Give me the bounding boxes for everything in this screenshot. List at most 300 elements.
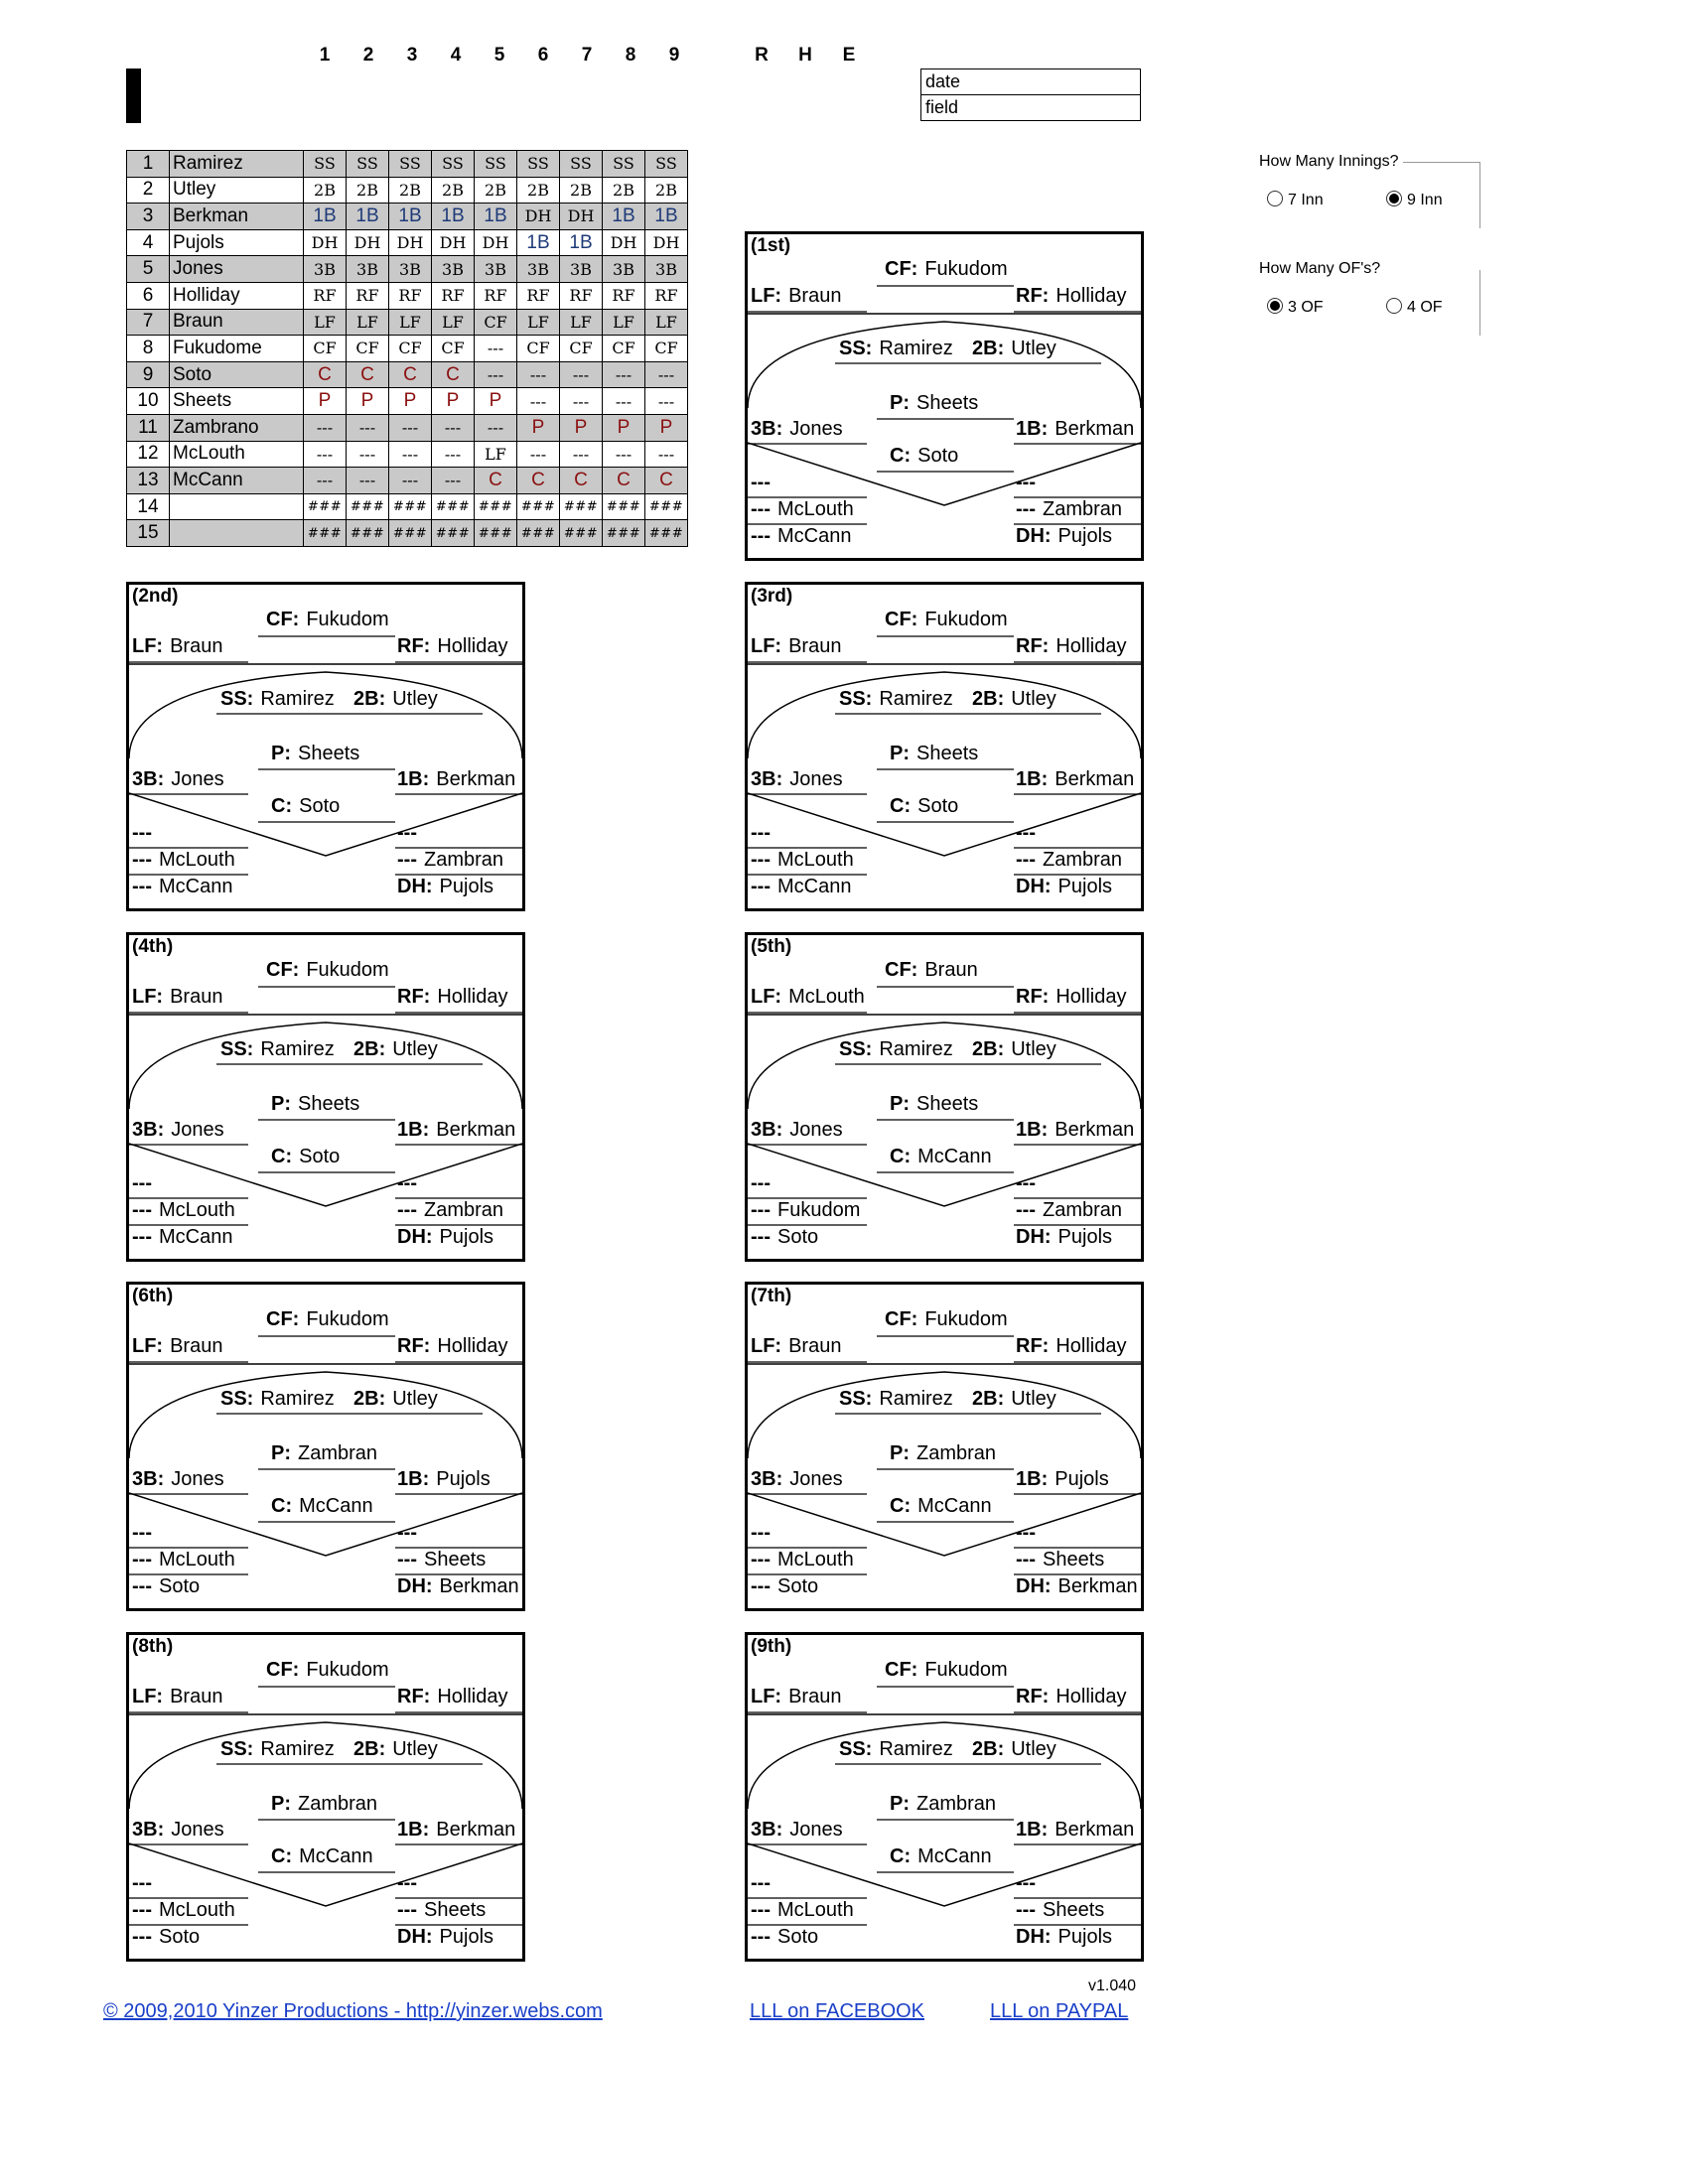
position-cell[interactable]: 3B xyxy=(517,256,560,283)
slot-ss[interactable] xyxy=(839,1038,953,1061)
slot-bench-empty-left[interactable] xyxy=(751,472,777,494)
position-cell[interactable]: SS xyxy=(603,151,645,178)
slot-c[interactable] xyxy=(271,1845,373,1868)
position-label: --- xyxy=(132,1226,152,1248)
slot-p[interactable] xyxy=(890,1093,978,1116)
position-cell[interactable]: 2B xyxy=(432,177,475,204)
player-name[interactable]: Berkman xyxy=(170,204,304,230)
slot-cf[interactable] xyxy=(266,959,389,982)
slot-3b[interactable] xyxy=(751,1468,843,1491)
slot-bench-left-1[interactable] xyxy=(132,1899,235,1922)
slot-cf[interactable] xyxy=(266,609,389,631)
slot-p[interactable] xyxy=(890,1442,996,1465)
position-cell[interactable]: DH xyxy=(645,229,688,256)
position-cell[interactable]: 1B xyxy=(560,229,603,256)
position-cell[interactable]: LF xyxy=(603,309,645,336)
position-cell[interactable]: P xyxy=(560,414,603,441)
slot-bench-left-2[interactable] xyxy=(132,1575,200,1598)
slot-3b[interactable] xyxy=(132,1468,224,1491)
slot-bench-left-1[interactable] xyxy=(751,849,854,872)
slot-lf[interactable] xyxy=(132,635,222,658)
slot-rf[interactable] xyxy=(1016,635,1126,658)
slot-c[interactable] xyxy=(890,1495,992,1518)
slot-bench-right-1[interactable] xyxy=(1016,498,1122,521)
position-cell[interactable]: 3B xyxy=(645,256,688,283)
slot-3b[interactable] xyxy=(132,1819,224,1842)
slot-bench-empty-right[interactable] xyxy=(1016,1872,1043,1895)
position-cell[interactable]: 3B xyxy=(304,256,347,283)
position-cell[interactable]: ### xyxy=(389,520,432,547)
slot-ss[interactable] xyxy=(839,688,953,711)
slot-bench-left-1[interactable] xyxy=(751,1549,854,1571)
slot-1b[interactable] xyxy=(1016,418,1134,441)
slot-3b[interactable] xyxy=(132,1119,224,1142)
position-cell[interactable]: --- xyxy=(475,414,517,441)
position-cell[interactable]: P xyxy=(603,414,645,441)
slot-bench-left-2[interactable] xyxy=(132,1226,232,1249)
slot-1b[interactable] xyxy=(397,1819,515,1842)
position-cell[interactable]: LF xyxy=(389,309,432,336)
slot-bench-empty-right[interactable] xyxy=(1016,822,1043,845)
slot-3b[interactable] xyxy=(751,418,843,441)
slot-2b[interactable] xyxy=(972,1738,1056,1761)
position-cell[interactable]: C xyxy=(603,468,645,494)
slot-rf[interactable] xyxy=(397,1686,507,1708)
position-cell[interactable]: --- xyxy=(432,441,475,468)
slot-c[interactable] xyxy=(890,795,958,818)
player-name[interactable]: Ramirez xyxy=(170,151,304,178)
slot-bench-left-2[interactable] xyxy=(751,525,851,548)
slot-p[interactable] xyxy=(890,392,978,415)
position-cell[interactable]: P xyxy=(475,388,517,415)
slot-cf[interactable] xyxy=(266,1308,389,1331)
position-cell[interactable]: CF xyxy=(389,336,432,362)
position-cell[interactable]: --- xyxy=(304,414,347,441)
position-cell[interactable]: ### xyxy=(560,493,603,520)
slot-bench-right-1[interactable] xyxy=(1016,1199,1122,1222)
position-cell[interactable]: ### xyxy=(603,493,645,520)
position-cell[interactable]: ### xyxy=(347,493,389,520)
position-cell[interactable]: C xyxy=(645,468,688,494)
slot-rf[interactable] xyxy=(1016,285,1126,308)
slot-bench-right-1[interactable] xyxy=(1016,849,1122,872)
position-cell[interactable]: RF xyxy=(560,282,603,309)
position-cell[interactable]: --- xyxy=(517,441,560,468)
facebook-link[interactable]: LLL on FACEBOOK xyxy=(750,2000,925,2022)
radio-3-of[interactable]: 3 OF xyxy=(1267,298,1324,317)
position-cell[interactable]: --- xyxy=(517,388,560,415)
slot-2b[interactable] xyxy=(353,1038,438,1061)
slot-lf[interactable] xyxy=(751,1686,841,1708)
position-cell[interactable]: LF xyxy=(432,309,475,336)
slot-1b[interactable] xyxy=(1016,1468,1109,1491)
slot-2b[interactable] xyxy=(972,338,1056,360)
slot-lf[interactable] xyxy=(132,1335,222,1358)
slot-p[interactable] xyxy=(890,1793,996,1816)
slot-bench-left-2[interactable] xyxy=(751,1575,818,1598)
slot-dh[interactable] xyxy=(397,876,493,898)
position-cell[interactable]: 2B xyxy=(475,177,517,204)
slot-1b[interactable] xyxy=(1016,1819,1134,1842)
slot-bench-left-2[interactable] xyxy=(751,1226,818,1249)
position-cell[interactable]: DH xyxy=(389,229,432,256)
slot-rf[interactable] xyxy=(1016,1335,1126,1358)
position-cell[interactable]: SS xyxy=(560,151,603,178)
slot-1b[interactable] xyxy=(1016,1119,1134,1142)
slot-2b[interactable] xyxy=(353,1738,438,1761)
slot-bench-empty-left[interactable] xyxy=(132,1872,159,1895)
position-cell[interactable]: 2B xyxy=(389,177,432,204)
slot-bench-right-1[interactable] xyxy=(1016,1549,1104,1571)
position-cell[interactable]: ### xyxy=(347,520,389,547)
slot-bench-right-1[interactable] xyxy=(397,849,503,872)
slot-c[interactable] xyxy=(890,1146,992,1168)
position-cell[interactable]: DH xyxy=(603,229,645,256)
position-cell[interactable]: ### xyxy=(645,493,688,520)
slot-bench-empty-right[interactable] xyxy=(397,1172,424,1195)
slot-dh[interactable] xyxy=(1016,1226,1112,1249)
slot-p[interactable] xyxy=(890,743,978,765)
position-cell[interactable]: C xyxy=(389,361,432,388)
score-cell[interactable] xyxy=(140,69,141,96)
position-cell[interactable]: C xyxy=(560,468,603,494)
copyright-link[interactable]: © 2009,2010 Yinzer Productions - http://yinzer.webs.com xyxy=(103,2000,603,2022)
slot-cf[interactable] xyxy=(266,1659,389,1682)
position-cell[interactable]: --- xyxy=(347,414,389,441)
position-cell[interactable]: LF xyxy=(560,309,603,336)
position-cell[interactable]: --- xyxy=(389,414,432,441)
player-name[interactable]: McLouth xyxy=(170,441,304,468)
radio-9-inn[interactable]: 9 Inn xyxy=(1386,191,1443,209)
slot-cf[interactable] xyxy=(885,1659,1008,1682)
position-cell[interactable]: --- xyxy=(560,441,603,468)
slot-3b[interactable] xyxy=(751,1819,843,1842)
slot-bench-right-1[interactable] xyxy=(397,1899,486,1922)
position-cell[interactable]: 1B xyxy=(347,204,389,230)
position-cell[interactable]: 2B xyxy=(603,177,645,204)
player-name[interactable]: Soto xyxy=(170,361,304,388)
position-cell[interactable]: C xyxy=(517,468,560,494)
position-cell[interactable]: 2B xyxy=(347,177,389,204)
position-cell[interactable]: ### xyxy=(560,520,603,547)
slot-bench-empty-right[interactable] xyxy=(1016,1522,1043,1545)
position-cell[interactable]: --- xyxy=(560,361,603,388)
slot-3b[interactable] xyxy=(751,768,843,791)
position-cell[interactable]: ### xyxy=(304,493,347,520)
slot-bench-left-2[interactable] xyxy=(132,876,232,898)
slot-bench-empty-left[interactable] xyxy=(751,1522,777,1545)
position-cell[interactable]: ### xyxy=(475,520,517,547)
position-cell[interactable]: --- xyxy=(603,441,645,468)
position-cell[interactable]: RF xyxy=(304,282,347,309)
slot-dh[interactable] xyxy=(1016,525,1112,548)
position-cell[interactable]: 1B xyxy=(603,204,645,230)
position-cell[interactable]: CF xyxy=(347,336,389,362)
slot-bench-left-1[interactable] xyxy=(132,849,235,872)
position-cell[interactable]: P xyxy=(517,414,560,441)
slot-dh[interactable] xyxy=(397,1926,493,1949)
position-cell[interactable]: DH xyxy=(475,229,517,256)
slot-ss[interactable] xyxy=(839,338,953,360)
slot-bench-empty-left[interactable] xyxy=(751,1172,777,1195)
position-cell[interactable]: P xyxy=(389,388,432,415)
position-cell[interactable]: --- xyxy=(517,361,560,388)
player-name[interactable] xyxy=(170,493,304,520)
position-cell[interactable]: DH xyxy=(517,204,560,230)
slot-3b[interactable] xyxy=(132,768,224,791)
position-cell[interactable]: P xyxy=(645,414,688,441)
position-cell[interactable]: 3B xyxy=(560,256,603,283)
slot-bench-right-1[interactable] xyxy=(1016,1899,1104,1922)
position-cell[interactable]: P xyxy=(432,388,475,415)
position-cell[interactable]: CF xyxy=(645,336,688,362)
position-cell[interactable]: 3B xyxy=(389,256,432,283)
position-cell[interactable]: --- xyxy=(560,388,603,415)
slot-bench-empty-right[interactable] xyxy=(397,1522,424,1545)
position-cell[interactable]: --- xyxy=(304,468,347,494)
position-cell[interactable]: 1B xyxy=(475,204,517,230)
position-cell[interactable]: ### xyxy=(432,493,475,520)
player-name[interactable] xyxy=(170,520,304,547)
slot-bench-right-1[interactable] xyxy=(397,1199,503,1222)
position-cell[interactable]: ### xyxy=(645,520,688,547)
slot-1b[interactable] xyxy=(1016,768,1134,791)
slot-c[interactable] xyxy=(890,445,958,468)
slot-dh[interactable] xyxy=(1016,876,1112,898)
position-cell[interactable]: ### xyxy=(603,520,645,547)
position-cell[interactable]: 1B xyxy=(645,204,688,230)
slot-ss[interactable] xyxy=(220,1038,335,1061)
position-cell[interactable]: RF xyxy=(432,282,475,309)
position-cell[interactable]: LF xyxy=(645,309,688,336)
slot-cf[interactable] xyxy=(885,959,978,982)
player-name[interactable]: Sheets xyxy=(170,388,304,415)
slot-rf[interactable] xyxy=(1016,986,1126,1009)
position-cell[interactable]: --- xyxy=(347,441,389,468)
position-cell[interactable]: LF xyxy=(304,309,347,336)
player-name[interactable]: McCann xyxy=(170,468,304,494)
position-cell[interactable]: --- xyxy=(603,388,645,415)
batting-order-number: 3 xyxy=(127,204,170,230)
slot-lf[interactable] xyxy=(751,635,841,658)
position-cell[interactable]: RF xyxy=(389,282,432,309)
position-cell[interactable]: --- xyxy=(645,361,688,388)
position-cell[interactable]: 3B xyxy=(475,256,517,283)
position-cell[interactable]: ### xyxy=(304,520,347,547)
player-name[interactable]: Utley xyxy=(170,177,304,204)
slot-bench-empty-left[interactable] xyxy=(751,822,777,845)
position-cell[interactable]: LF xyxy=(475,441,517,468)
position-cell[interactable]: 3B xyxy=(347,256,389,283)
position-cell[interactable]: --- xyxy=(304,441,347,468)
radio-7-inn[interactable]: 7 Inn xyxy=(1267,191,1324,209)
slot-bench-empty-left[interactable] xyxy=(751,1872,777,1895)
slot-1b[interactable] xyxy=(397,1119,515,1142)
position-cell[interactable]: ### xyxy=(389,493,432,520)
player-name[interactable]: Fukudome xyxy=(170,336,304,362)
slot-dh[interactable] xyxy=(1016,1575,1138,1598)
slot-ss[interactable] xyxy=(220,1388,335,1411)
position-cell[interactable]: 1B xyxy=(304,204,347,230)
position-cell[interactable]: --- xyxy=(389,441,432,468)
position-cell[interactable]: SS xyxy=(432,151,475,178)
position-cell[interactable]: 2B xyxy=(517,177,560,204)
position-cell[interactable]: DH xyxy=(432,229,475,256)
slot-cf[interactable] xyxy=(885,609,1008,631)
slot-rf[interactable] xyxy=(397,986,507,1009)
position-cell[interactable]: --- xyxy=(432,468,475,494)
position-cell[interactable]: CF xyxy=(560,336,603,362)
position-cell[interactable]: CF xyxy=(517,336,560,362)
slot-cf[interactable] xyxy=(885,1308,1008,1331)
position-cell[interactable]: RF xyxy=(603,282,645,309)
slot-bench-left-1[interactable] xyxy=(751,498,854,521)
position-cell[interactable]: P xyxy=(304,388,347,415)
player-name[interactable]: Pujols xyxy=(170,229,304,256)
position-label: --- xyxy=(397,822,417,844)
slot-c[interactable] xyxy=(890,1845,992,1868)
position-cell[interactable]: CF xyxy=(475,309,517,336)
slot-1b[interactable] xyxy=(397,768,515,791)
position-cell[interactable]: 2B xyxy=(304,177,347,204)
slot-ss[interactable] xyxy=(220,688,335,711)
slot-ss[interactable] xyxy=(839,1388,953,1411)
slot-lf[interactable] xyxy=(132,1686,222,1708)
slot-p[interactable] xyxy=(271,1093,359,1116)
position-cell[interactable]: LF xyxy=(347,309,389,336)
position-cell[interactable]: ### xyxy=(432,520,475,547)
slot-c[interactable] xyxy=(271,1495,373,1518)
slot-p[interactable] xyxy=(271,1793,377,1816)
position-cell[interactable]: --- xyxy=(347,468,389,494)
position-cell[interactable]: --- xyxy=(432,414,475,441)
position-cell[interactable]: LF xyxy=(517,309,560,336)
paypal-link[interactable]: LLL on PAYPAL xyxy=(990,2000,1129,2022)
slot-bench-empty-right[interactable] xyxy=(397,1872,424,1895)
position-cell[interactable]: ### xyxy=(517,520,560,547)
position-cell[interactable]: --- xyxy=(645,388,688,415)
slot-bench-left-1[interactable] xyxy=(751,1199,860,1222)
slot-bench-empty-right[interactable] xyxy=(1016,472,1043,494)
position-cell[interactable]: SS xyxy=(475,151,517,178)
slot-bench-empty-right[interactable] xyxy=(1016,1172,1043,1195)
position-cell[interactable]: C xyxy=(475,468,517,494)
position-cell[interactable]: --- xyxy=(645,441,688,468)
slot-2b[interactable] xyxy=(353,688,438,711)
position-cell[interactable]: --- xyxy=(475,336,517,362)
slot-cf[interactable] xyxy=(885,258,1008,281)
slot-bench-left-2[interactable] xyxy=(751,876,851,898)
score-cell[interactable] xyxy=(140,96,141,123)
slot-p[interactable] xyxy=(271,1442,377,1465)
position-cell[interactable]: CF xyxy=(432,336,475,362)
slot-lf[interactable] xyxy=(751,1335,841,1358)
position-cell[interactable]: SS xyxy=(645,151,688,178)
slot-ss[interactable] xyxy=(220,1738,335,1761)
position-cell[interactable]: ### xyxy=(517,493,560,520)
position-cell[interactable]: --- xyxy=(389,468,432,494)
slot-bench-right-1[interactable] xyxy=(397,1549,486,1571)
position-cell[interactable]: DH xyxy=(347,229,389,256)
position-cell[interactable]: 3B xyxy=(603,256,645,283)
slot-bench-empty-left[interactable] xyxy=(132,1172,159,1195)
position-cell[interactable]: 2B xyxy=(645,177,688,204)
date-label[interactable]: date xyxy=(921,69,1141,95)
slot-rf[interactable] xyxy=(397,635,507,658)
position-cell[interactable]: DH xyxy=(560,204,603,230)
position-cell[interactable]: ### xyxy=(475,493,517,520)
player-name: Jones xyxy=(789,768,843,790)
position-cell[interactable]: CF xyxy=(304,336,347,362)
position-cell[interactable]: SS xyxy=(304,151,347,178)
player-name[interactable]: Jones xyxy=(170,256,304,283)
position-cell[interactable]: SS xyxy=(517,151,560,178)
slot-bench-left-1[interactable] xyxy=(132,1199,235,1222)
slot-bench-empty-right[interactable] xyxy=(397,822,424,845)
position-cell[interactable]: SS xyxy=(347,151,389,178)
position-cell[interactable]: CF xyxy=(603,336,645,362)
field-label[interactable]: field xyxy=(921,95,1141,121)
position-cell[interactable]: RF xyxy=(645,282,688,309)
slot-2b[interactable] xyxy=(972,1038,1056,1061)
slot-bench-left-1[interactable] xyxy=(132,1549,235,1571)
position-cell[interactable]: C xyxy=(347,361,389,388)
slot-bench-left-2[interactable] xyxy=(132,1926,200,1949)
position-cell[interactable]: C xyxy=(304,361,347,388)
position-cell[interactable]: 3B xyxy=(432,256,475,283)
slot-dh[interactable] xyxy=(397,1226,493,1249)
slot-lf[interactable] xyxy=(751,986,865,1009)
player-name[interactable]: Zambrano xyxy=(170,414,304,441)
slot-lf[interactable] xyxy=(132,986,222,1009)
slot-bench-empty-left[interactable] xyxy=(132,822,159,845)
slot-dh[interactable] xyxy=(1016,1926,1112,1949)
slot-rf[interactable] xyxy=(1016,1686,1126,1708)
position-cell[interactable]: DH xyxy=(304,229,347,256)
slot-bench-left-1[interactable] xyxy=(751,1899,854,1922)
position-cell[interactable]: --- xyxy=(475,361,517,388)
slot-rf[interactable] xyxy=(397,1335,507,1358)
radio-4-of[interactable]: 4 OF xyxy=(1386,298,1443,317)
slot-p[interactable] xyxy=(271,743,359,765)
position-cell[interactable]: C xyxy=(432,361,475,388)
slot-1b[interactable] xyxy=(397,1468,491,1491)
slot-2b[interactable] xyxy=(353,1388,438,1411)
slot-dh[interactable] xyxy=(397,1575,519,1598)
position-cell[interactable]: SS xyxy=(389,151,432,178)
position-cell[interactable]: P xyxy=(347,388,389,415)
slot-c[interactable] xyxy=(271,1146,340,1168)
position-cell[interactable]: RF xyxy=(517,282,560,309)
player-name[interactable]: Braun xyxy=(170,309,304,336)
position-cell[interactable]: 1B xyxy=(389,204,432,230)
slot-c[interactable] xyxy=(271,795,340,818)
player-name[interactable]: Holliday xyxy=(170,282,304,309)
slot-bench-empty-left[interactable] xyxy=(132,1522,159,1545)
position-cell[interactable]: --- xyxy=(603,361,645,388)
slot-bench-left-2[interactable] xyxy=(751,1926,818,1949)
slot-lf[interactable] xyxy=(751,285,841,308)
position-cell[interactable]: 1B xyxy=(432,204,475,230)
slot-3b[interactable] xyxy=(751,1119,843,1142)
position-cell[interactable]: 2B xyxy=(560,177,603,204)
position-cell[interactable]: RF xyxy=(475,282,517,309)
slot-2b[interactable] xyxy=(972,1388,1056,1411)
slot-ss[interactable] xyxy=(839,1738,953,1761)
position-cell[interactable]: 1B xyxy=(517,229,560,256)
slot-2b[interactable] xyxy=(972,688,1056,711)
position-cell[interactable]: RF xyxy=(347,282,389,309)
